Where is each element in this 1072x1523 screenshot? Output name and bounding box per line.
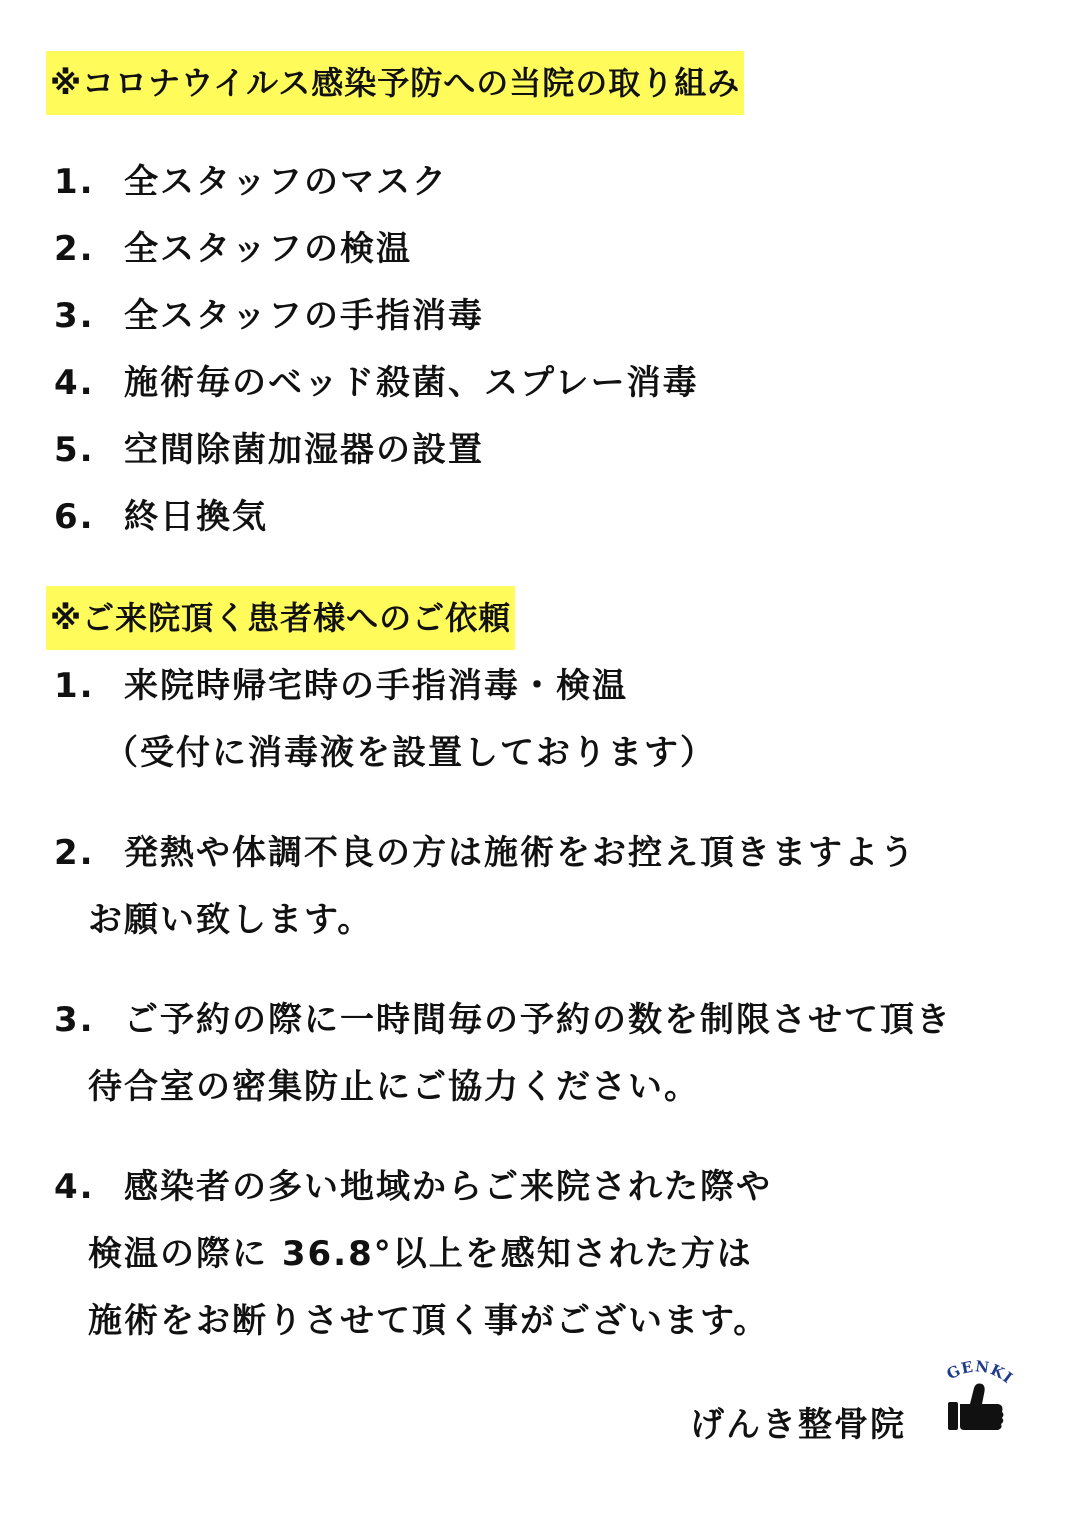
- list-item-note: （受付に消毒液を設置しております）: [104, 733, 716, 773]
- list-item: 2. 全スタッフの検温: [54, 229, 412, 269]
- list-item-continuation: 施術をお断りさせて頂く事がございます。: [88, 1301, 770, 1341]
- section2-heading: ※ご来院頂く患者様へのご依頼: [46, 586, 515, 650]
- section1-heading: ※コロナウイルス感染予防への当院の取り組み: [46, 51, 744, 115]
- list-item-continuation: お願い致します。: [88, 900, 374, 940]
- thumbs-up-icon: [948, 1384, 1004, 1431]
- clinic-name: げんき整骨院: [690, 1405, 906, 1445]
- list-item-continuation: 検温の際に 36.8°以上を感知された方は: [88, 1234, 753, 1274]
- list-item-continuation: 待合室の密集防止にご協力ください。: [88, 1067, 700, 1107]
- genki-logo: [936, 1358, 1026, 1438]
- list-item: 1. 全スタッフのマスク: [54, 162, 448, 202]
- list-item: 4. 施術毎のベッド殺菌、スプレー消毒: [54, 363, 699, 403]
- list-item: 2. 発熱や体調不良の方は施術をお控え頂きますよう: [54, 833, 916, 873]
- list-item: 1. 来院時帰宅時の手指消毒・検温: [54, 666, 628, 706]
- list-item: 5. 空間除菌加湿器の設置: [54, 430, 484, 470]
- list-item: 3. 全スタッフの手指消毒: [54, 296, 484, 336]
- list-item: 6. 終日換気: [54, 497, 268, 537]
- list-item: 4. 感染者の多い地域からご来院された際や: [54, 1167, 772, 1207]
- svg-text:GENKI: [944, 1358, 1017, 1388]
- logo-text: GENKI: [943, 1358, 1017, 1388]
- list-item: 3. ご予約の際に一時間毎の予約の数を制限させて頂き: [54, 1000, 952, 1040]
